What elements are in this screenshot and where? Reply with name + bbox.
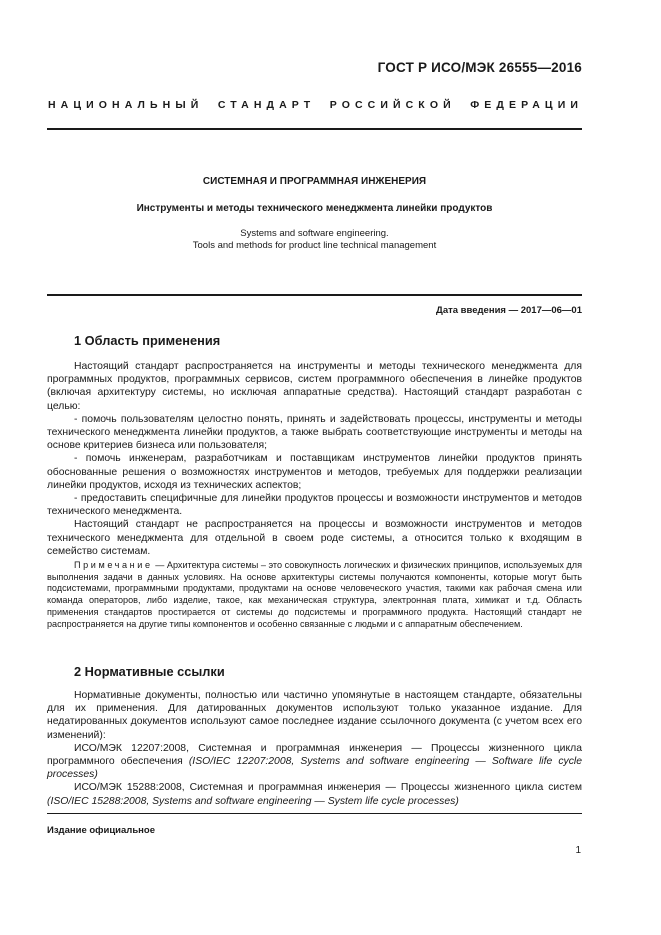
reference-2-english: (ISO/IEC 15288:2008, Systems and software engineering — System life cycle processes) bbox=[47, 795, 459, 807]
section-2-body bbox=[47, 689, 582, 808]
reference-2-title: ИСО/МЭК 15288:2008, Системная и программная инженерия — Процессы жизненного цикла систем bbox=[74, 782, 582, 794]
list-item: - помочь пользователям целостно понять, принять и задействовать процессы, инструменты и методы технического менеджмента линейки продуктов, а также выбрать соответствующие инструменты и методы на основе критериев бизнеса или пользователя; bbox=[47, 413, 582, 452]
title-block-rule bbox=[47, 294, 582, 296]
effective-date: Дата введения — 2017—06—01 bbox=[436, 305, 582, 316]
national-standard-banner: НАЦИОНАЛЬНЫЙ СТАНДАРТ РОССИЙСКОЙ ФЕДЕРАЦИИ bbox=[48, 99, 583, 111]
note-label: Примечание bbox=[74, 560, 153, 570]
english-title-line-2: Tools and methods for product line technical management bbox=[192, 240, 437, 251]
list-item: - предоставить специфичные для линейки продуктов процессы и возможности инструментов и методов технического менеджмента. bbox=[47, 493, 582, 518]
paragraph: Настоящий стандарт не распространяется на процессы и возможности инструментов и методов технического менеджмента для отдельной в своем роде системы, а относится только к входящим в семейство системам. bbox=[47, 519, 582, 557]
document-subtitle: Инструменты и методы технического менеджмента линейки продуктов bbox=[136, 203, 493, 214]
note-block bbox=[47, 560, 582, 630]
reference-1-english: (ISO/IEC 12207:2008, Systems and software engineering — Software life cycle processes) bbox=[47, 756, 582, 781]
note-text: — Архитектура системы – это совокупность логических и физических принципов, используемых для выполнения задачи в данных условиях. На основе архитектуры системы получаются компоненты, которые могут быть подсистемами, программными продуктами, продуктами на основе человеческого участия, такими как рабочая смена или команда операторов, либо изделие, такое, как механическая структура, электронная плата, химикат и т.д. Область применения стандартов простирается от системы до подсистемы и программного продукта. Настоящий стандарт не распространяется на другие типы компонентов и особенно связанные с людьми и с аппаратным обеспечением. bbox=[47, 560, 582, 629]
english-title bbox=[47, 228, 582, 252]
section-2-heading: 2 Нормативные ссылки bbox=[74, 664, 225, 679]
page-number: 1 bbox=[575, 845, 581, 856]
footer-rule bbox=[47, 813, 582, 814]
header-rule bbox=[47, 128, 582, 130]
reference-1-title: ИСО/МЭК 12207:2008, Системная и программная инженерия — Процессы жизненного цикла программного обеспечения bbox=[47, 742, 582, 768]
list-item: - помочь инженерам, разработчикам и поставщикам инструментов линейки продуктов принять обоснованные решения о возможностях инструментов и методов, требуемых для поддержки реализации линейки продуктов, исходя из технических аспектов; bbox=[47, 453, 582, 491]
standard-code: ГОСТ Р ИСО/МЭК 26555—2016 bbox=[377, 60, 582, 75]
paragraph: Нормативные документы, полностью или частично упомянутые в настоящем стандарте, обязательны для их применения. Для датированных документов используют только указанное издание. Для недатированных документов используют самое последнее издание ссылочного документа (с учетом всех его изменений): bbox=[47, 690, 582, 741]
reference-item bbox=[47, 742, 582, 782]
section-1-body bbox=[47, 360, 582, 558]
reference-item bbox=[47, 781, 582, 807]
document-title: СИСТЕМНАЯ И ПРОГРАММНАЯ ИНЖЕНЕРИЯ bbox=[202, 176, 427, 187]
official-edition-label: Издание официальное bbox=[47, 825, 155, 836]
section-1-heading: 1 Область применения bbox=[74, 333, 221, 348]
english-title-line-1: Systems and software engineering. bbox=[240, 228, 389, 239]
paragraph: Настоящий стандарт распространяется на инструменты и методы технического менеджмента для программных продуктов, программных сервисов, систем программного обеспечения в линейке продуктов (включая архитектуру системы, но исключая аппаратные средства). Настоящий стандарт разработан с целью: bbox=[47, 361, 582, 412]
